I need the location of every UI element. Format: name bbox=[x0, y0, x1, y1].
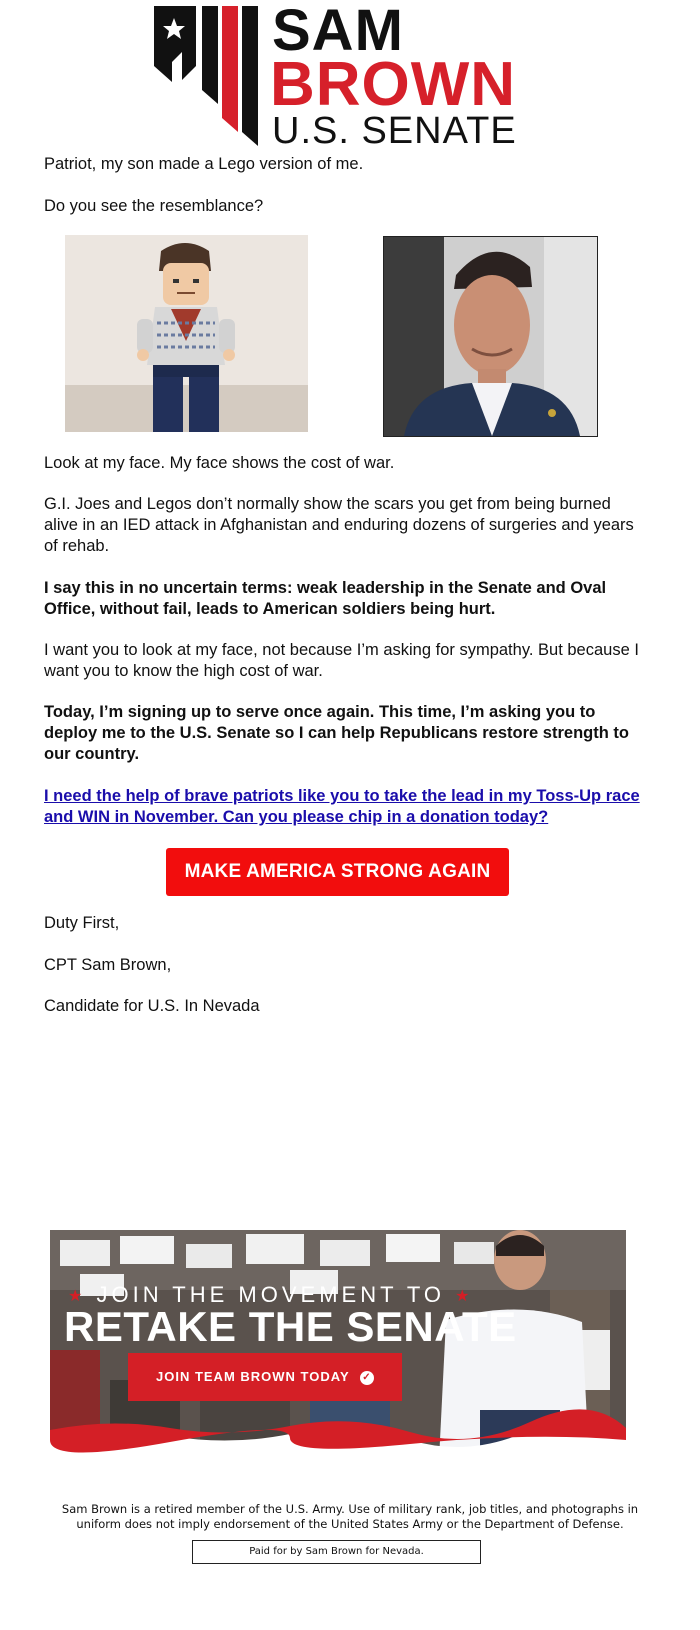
candidate-title: Candidate for U.S. In Nevada bbox=[44, 997, 260, 1015]
paragraph-sympathy: I want you to look at my face, not because I’m asking for sympathy. But because I want you to know the high cost of war. bbox=[44, 641, 639, 680]
flag-bars-icon bbox=[152, 4, 272, 150]
banner-headline: RETAKE THE SENATE bbox=[64, 1303, 517, 1350]
military-disclaimer: Sam Brown is a retired member of the U.S. Army. Use of military rank, job titles, and photographs in uniform does not imply endorsement of the United States Army or the Department of Defense. bbox=[61, 1502, 639, 1531]
donation-link[interactable]: I need the help of brave patriots like you to take the lead in my Toss-Up race and WIN in November. Can you please chip in a donation today? bbox=[44, 787, 640, 826]
paragraph-intro: Patriot, my son made a Lego version of me. bbox=[44, 155, 364, 173]
star-icon: ★ bbox=[68, 1288, 87, 1306]
check-circle-icon: ✓ bbox=[360, 1371, 374, 1385]
banner-join-text: ★ JOIN THE MOVEMENT TO ★ bbox=[68, 1282, 474, 1307]
candidate-photo bbox=[383, 236, 598, 437]
paragraph-scars: G.I. Joes and Legos don’t normally show the scars you get from being burned alive in an IED attack in Afghanistan and enduring dozens of surgeries and years of rehab. bbox=[44, 495, 634, 555]
join-team-brown-button[interactable]: JOIN TEAM BROWN TODAY ✓ bbox=[128, 1353, 402, 1401]
star-icon: ★ bbox=[455, 1288, 474, 1306]
logo-sam: SAM bbox=[272, 0, 404, 63]
make-america-strong-button[interactable]: MAKE AMERICA STRONG AGAIN bbox=[166, 848, 509, 896]
paragraph-face: Look at my face. My face shows the cost of war. bbox=[44, 454, 395, 472]
paragraph-serve: Today, I’m signing up to serve once again. This time, I’m asking you to deploy me to the U.S. Senate so I can help Republicans restore strength to our country. bbox=[44, 703, 629, 763]
paragraph-question: Do you see the resemblance? bbox=[44, 197, 264, 215]
logo-brown: BROWN bbox=[270, 50, 517, 119]
logo-senate: U.S. SENATE bbox=[272, 110, 517, 152]
signoff: Duty First, bbox=[44, 914, 120, 932]
signature: CPT Sam Brown, bbox=[44, 956, 172, 974]
lego-figure-image bbox=[65, 235, 308, 432]
paragraph-leadership: I say this in no uncertain terms: weak leadership in the Senate and Oval Office, without fail, leads to American soldiers being hurt. bbox=[44, 579, 607, 618]
paid-for-box: Paid for by Sam Brown for Nevada. bbox=[192, 1540, 481, 1564]
